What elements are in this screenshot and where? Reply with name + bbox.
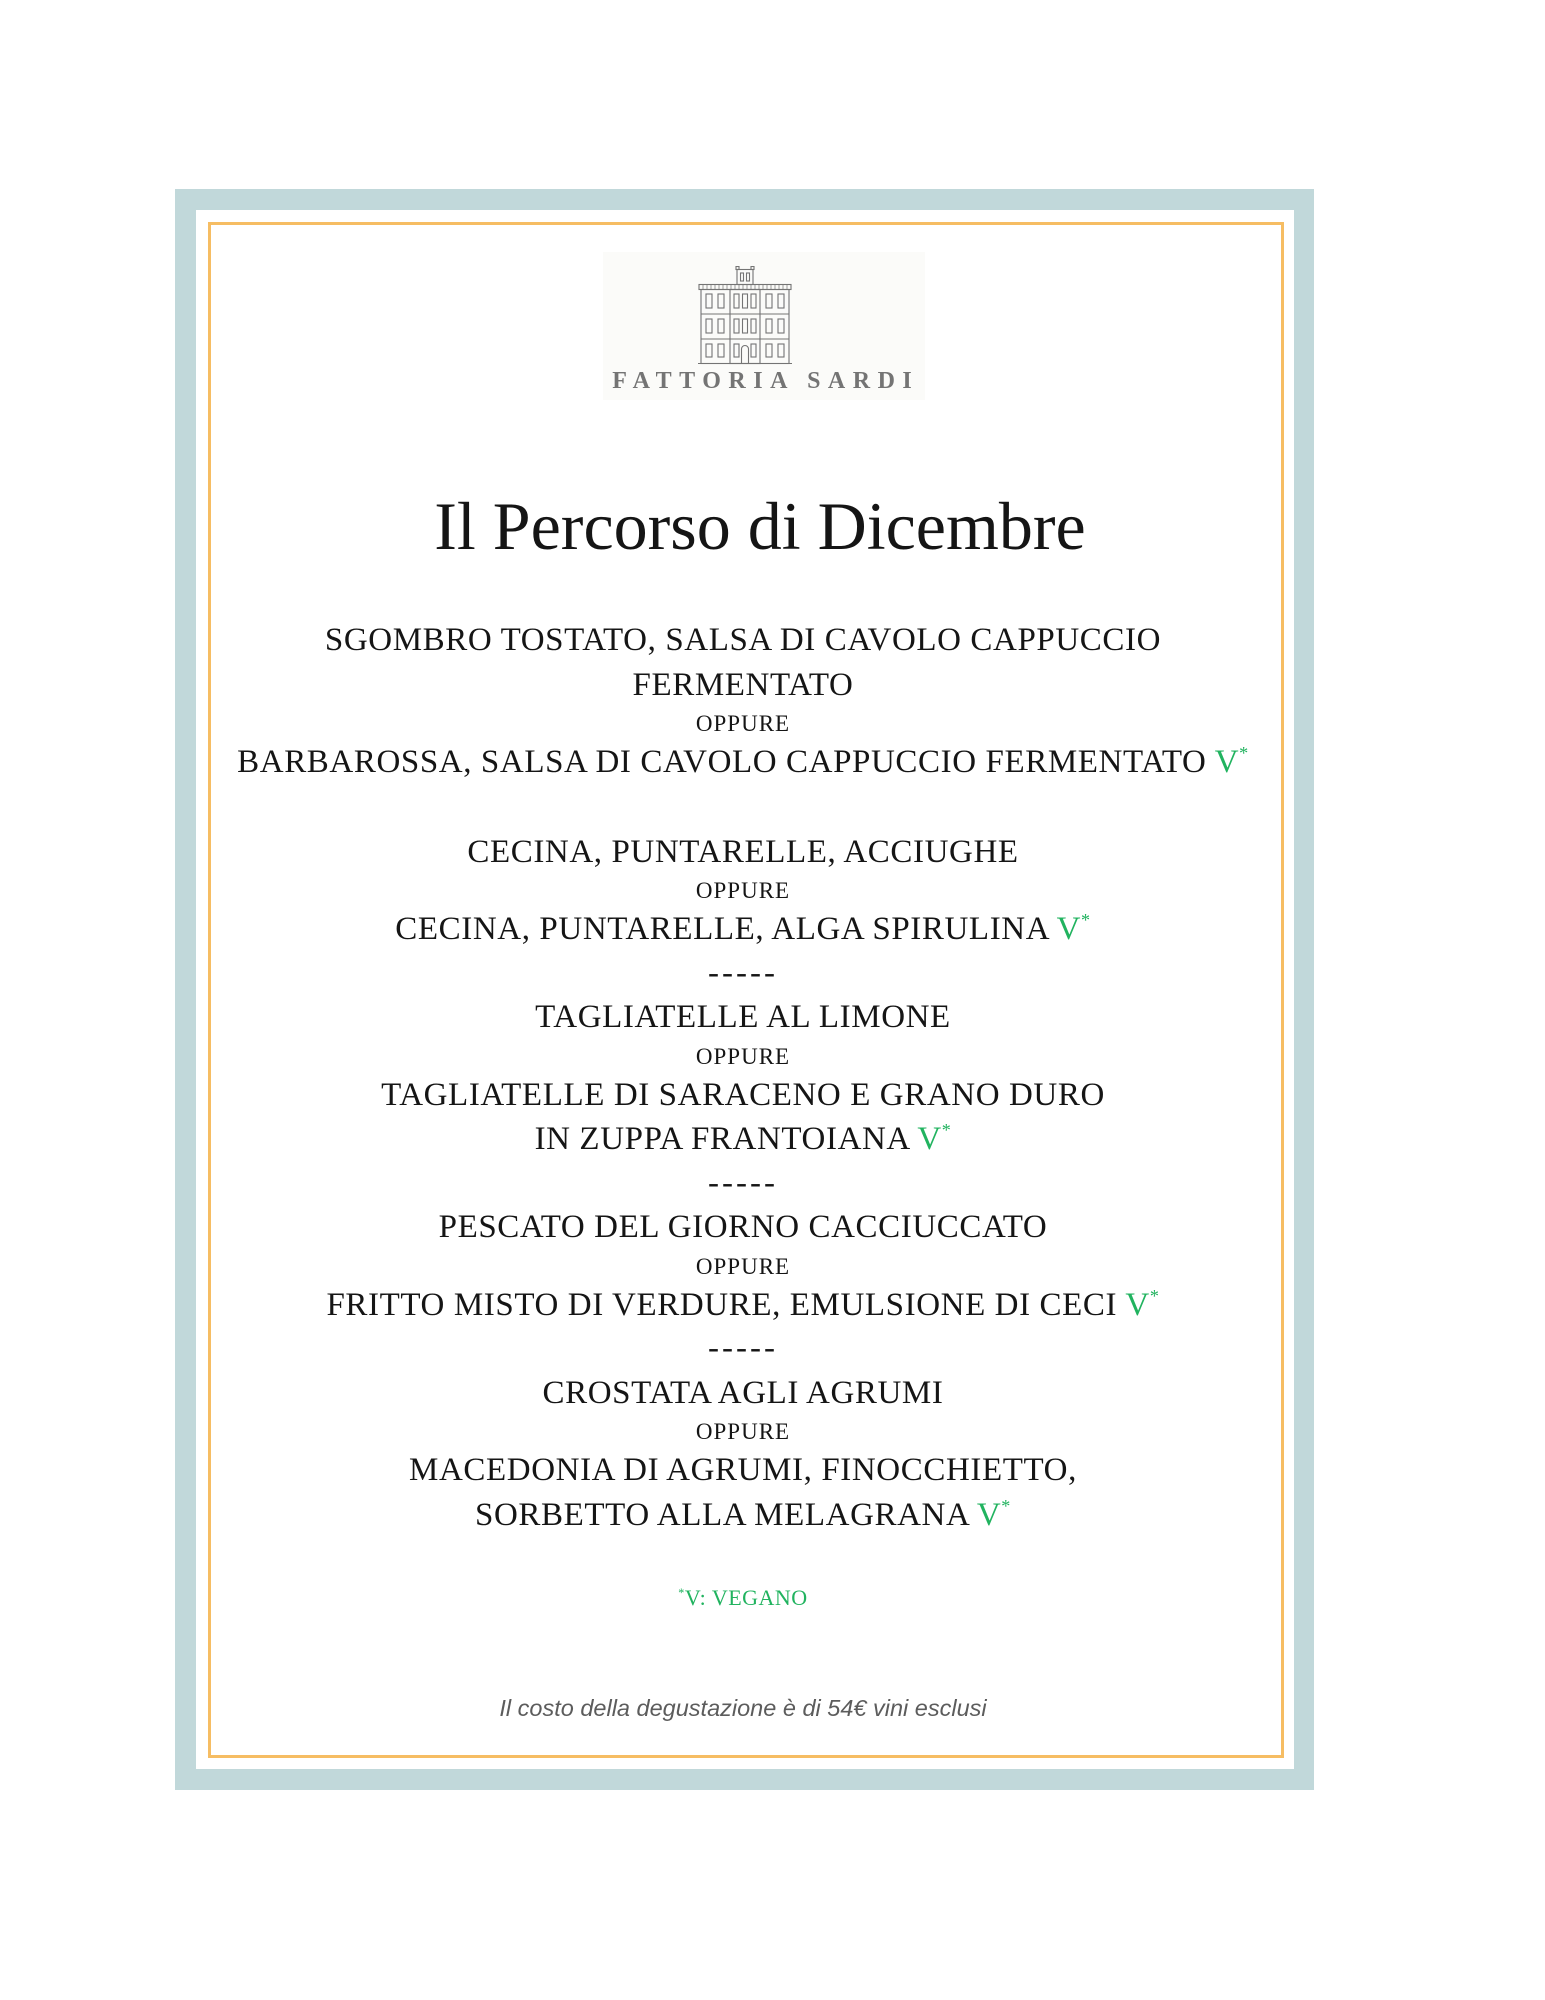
dish-text: FRITTO MISTO DI VERDURE, EMULSIONE DI CECI bbox=[326, 1286, 1118, 1323]
vegan-dish-line bbox=[206, 1493, 1280, 1538]
vegan-dish-line bbox=[206, 740, 1280, 785]
dish-line: FERMENTATO bbox=[632, 666, 854, 703]
menu-courses bbox=[206, 618, 1280, 1537]
course-spacer bbox=[206, 785, 1280, 830]
vegan-dish-line bbox=[206, 1117, 1280, 1162]
course-divider: ----- bbox=[708, 1330, 778, 1366]
vegan-asterisk: * bbox=[1001, 1495, 1011, 1516]
vegan-letter: V bbox=[1056, 911, 1082, 947]
course-divider: ----- bbox=[708, 1164, 778, 1201]
vegan-asterisk: * bbox=[1149, 1285, 1160, 1306]
course-divider: ----- bbox=[708, 954, 778, 991]
oppure-label: OPPURE bbox=[695, 1419, 791, 1444]
oppure-label: OPPURE bbox=[695, 878, 791, 903]
dish-line: CROSTATA AGLI AGRUMI bbox=[542, 1374, 944, 1411]
legend-asterisk: * bbox=[678, 1585, 685, 1600]
dish-line: TAGLIATELLE DI SARACENO E GRANO DURO bbox=[381, 1076, 1105, 1113]
dish-line: TAGLIATELLE AL LIMONE bbox=[535, 999, 951, 1035]
dish-line: PESCATO DEL GIORNO CACCIUCCATO bbox=[438, 1209, 1048, 1245]
vegan-legend bbox=[206, 1583, 1280, 1613]
vegan-mark bbox=[1215, 744, 1249, 780]
vegan-mark bbox=[1057, 911, 1091, 947]
brand-name: FATTORIA SARDI bbox=[612, 368, 920, 394]
vegan-letter: V bbox=[976, 1496, 1002, 1533]
vegan-dish-line bbox=[206, 907, 1280, 952]
page-title: Il Percorso di Dicembre bbox=[434, 488, 1086, 564]
dish-text: CECINA, PUNTARELLE, ALGA SPIRULINA bbox=[395, 911, 1049, 947]
vegan-asterisk: * bbox=[941, 1120, 952, 1141]
dish-line: SGOMBRO TOSTATO, SALSA DI CAVOLO CAPPUCCIO bbox=[324, 622, 1162, 658]
oppure-label: OPPURE bbox=[695, 1043, 791, 1069]
legend-text: V: VEGANO bbox=[684, 1585, 808, 1610]
vegan-letter: V bbox=[1125, 1286, 1150, 1323]
dish-text: SORBETTO ALLA MELAGRANA bbox=[475, 1496, 969, 1533]
dish-line: MACEDONIA DI AGRUMI, FINOCCHIETTO, bbox=[409, 1452, 1077, 1488]
dish-text: BARBAROSSA, SALSA DI CAVOLO CAPPUCCIO FERMENTATO bbox=[237, 744, 1207, 780]
dish-text: IN ZUPPA FRANTOIANA bbox=[534, 1121, 910, 1157]
vegan-letter: V bbox=[917, 1121, 942, 1157]
price-note: Il costo della degustazione è di 54€ vini esclusi bbox=[499, 1695, 987, 1721]
vegan-letter: V bbox=[1214, 744, 1240, 780]
oppure-label: OPPURE bbox=[695, 1253, 791, 1279]
vegan-asterisk: * bbox=[1239, 743, 1249, 764]
vegan-mark bbox=[1125, 1287, 1159, 1323]
vegan-mark bbox=[917, 1121, 951, 1157]
vegan-mark bbox=[977, 1497, 1011, 1533]
vegan-asterisk: * bbox=[1081, 910, 1091, 931]
vegan-dish-line bbox=[206, 1283, 1280, 1328]
dish-line: CECINA, PUNTARELLE, ACCIUGHE bbox=[467, 833, 1019, 870]
oppure-label: OPPURE bbox=[695, 711, 791, 736]
villa-building-icon bbox=[697, 266, 793, 366]
